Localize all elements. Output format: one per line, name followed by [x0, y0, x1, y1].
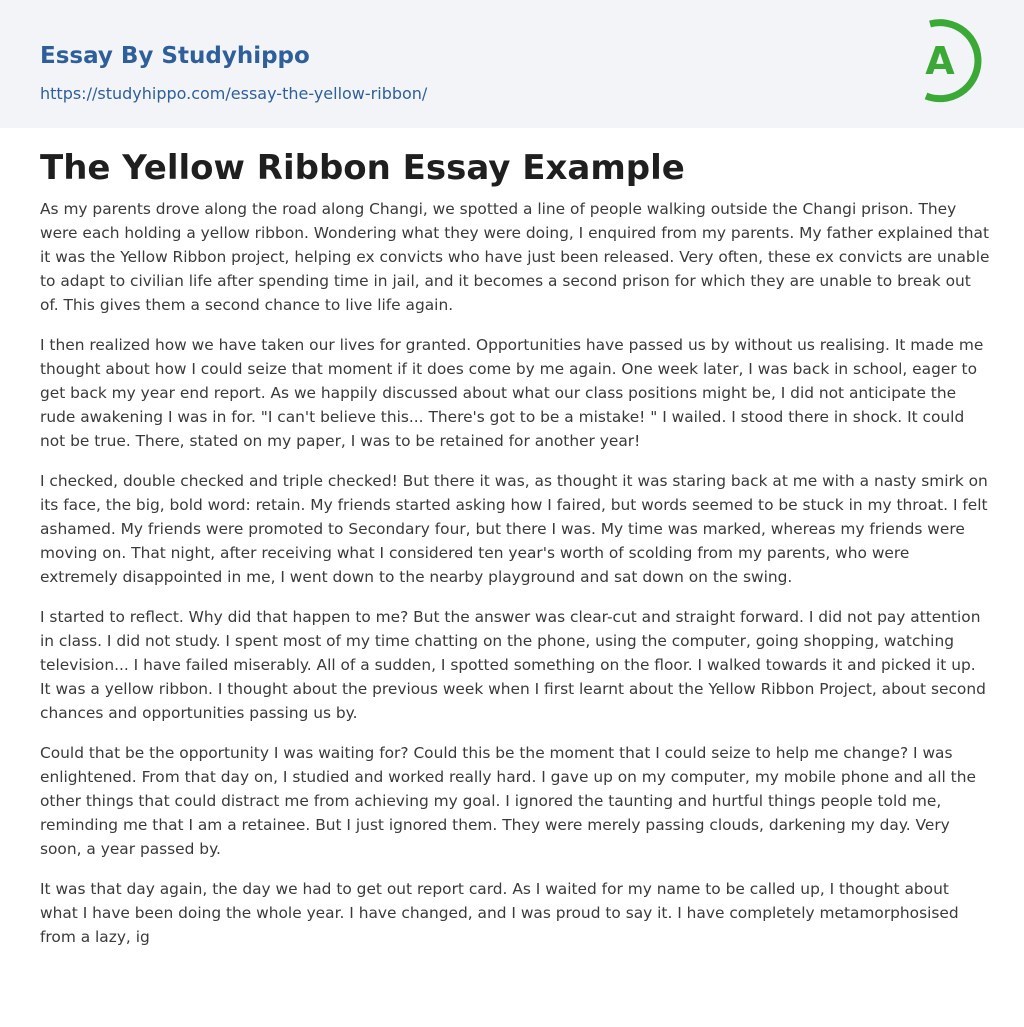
essay-body — [40, 197, 990, 949]
essay-paragraph: I then realized how we have taken our lives for granted. Opportunities have passed us by without us realising. It made me thought about how I could seize that moment if it does come by me again. One week later, I was back in school, eager to get back my year end report. As we happily discussed about what our class positions might be, I did not anticipate the rude awakening I was in for. "I can't believe this... There's got to be a mistake! " I wailed. I stood there in shock. It could not be true. There, stated on my paper, I was to be retained for another year! — [40, 336, 984, 450]
essay-paragraph: As my parents drove along the road along Changi, we spotted a line of people walking outside the Changi prison. They were each holding a yellow ribbon. Wondering what they were doing, I enquired from my parents. My father explained that it was the Yellow Ribbon project, helping ex convicts who have just been released. Very often, these ex convicts are unable to adapt to civilian life after spending time in jail, and it becomes a second prison for which they are unable to break out of. This gives them a second chance to live life again. — [40, 200, 990, 314]
essay-title: The Yellow Ribbon Essay Example — [40, 148, 685, 188]
studyhippo-logo[interactable] — [906, 14, 992, 108]
logo-circle-icon — [906, 14, 992, 108]
essay-paragraph: Could that be the opportunity I was waiting for? Could this be the moment that I could seize to help me change? I was enlightened. From that day on, I studied and worked really hard. I gave up on my computer, my mobile phone and all the other things that could distract me from achieving my goal. I ignored the taunting and hurtful things people told me, reminding me that I am a retainee. But I just ignored them. They were merely passing clouds, darkening my day. Very soon, a year passed by. — [40, 744, 976, 858]
essay-paragraph: I started to reflect. Why did that happen to me? But the answer was clear-cut and straight forward. I did not pay attention in class. I did not study. I spent most of my time chatting on the phone, using the computer, going shopping, watching television... I have failed miserably. All of a sudden, I spotted something on the floor. I walked towards it and picked it up. It was a yellow ribbon. I thought about the previous week when I first learnt about the Yellow Ribbon Project, about second chances and opportunities passing us by. — [40, 608, 986, 722]
logo-letter: A — [925, 39, 955, 83]
page-url-link[interactable]: https://studyhippo.com/essay-the-yellow-ribbon/ — [40, 84, 428, 103]
essay-paragraph: I checked, double checked and triple checked! But there it was, as thought it was staring back at me with a nasty smirk on its face, the big, bold word: retain. My friends started asking how I faired, but words seemed to be stuck in my throat. I felt ashamed. My friends were promoted to Secondary four, but there I was. My time was marked, whereas my friends were moving on. That night, after receiving what I considered ten year's worth of scolding from my parents, who were extremely disappointed in me, I went down to the nearby playground and sat down on the swing. — [40, 472, 988, 586]
essay-content — [40, 143, 990, 965]
essay-paragraph: It was that day again, the day we had to get out report card. As I waited for my name to be called up, I thought about what I have been doing the whole year. I have changed, and I was proud to say it. I have completely metamorphosised from a lazy, ig — [40, 880, 959, 946]
site-header — [0, 0, 1024, 128]
site-title[interactable]: Essay By Studyhippo — [40, 43, 310, 69]
